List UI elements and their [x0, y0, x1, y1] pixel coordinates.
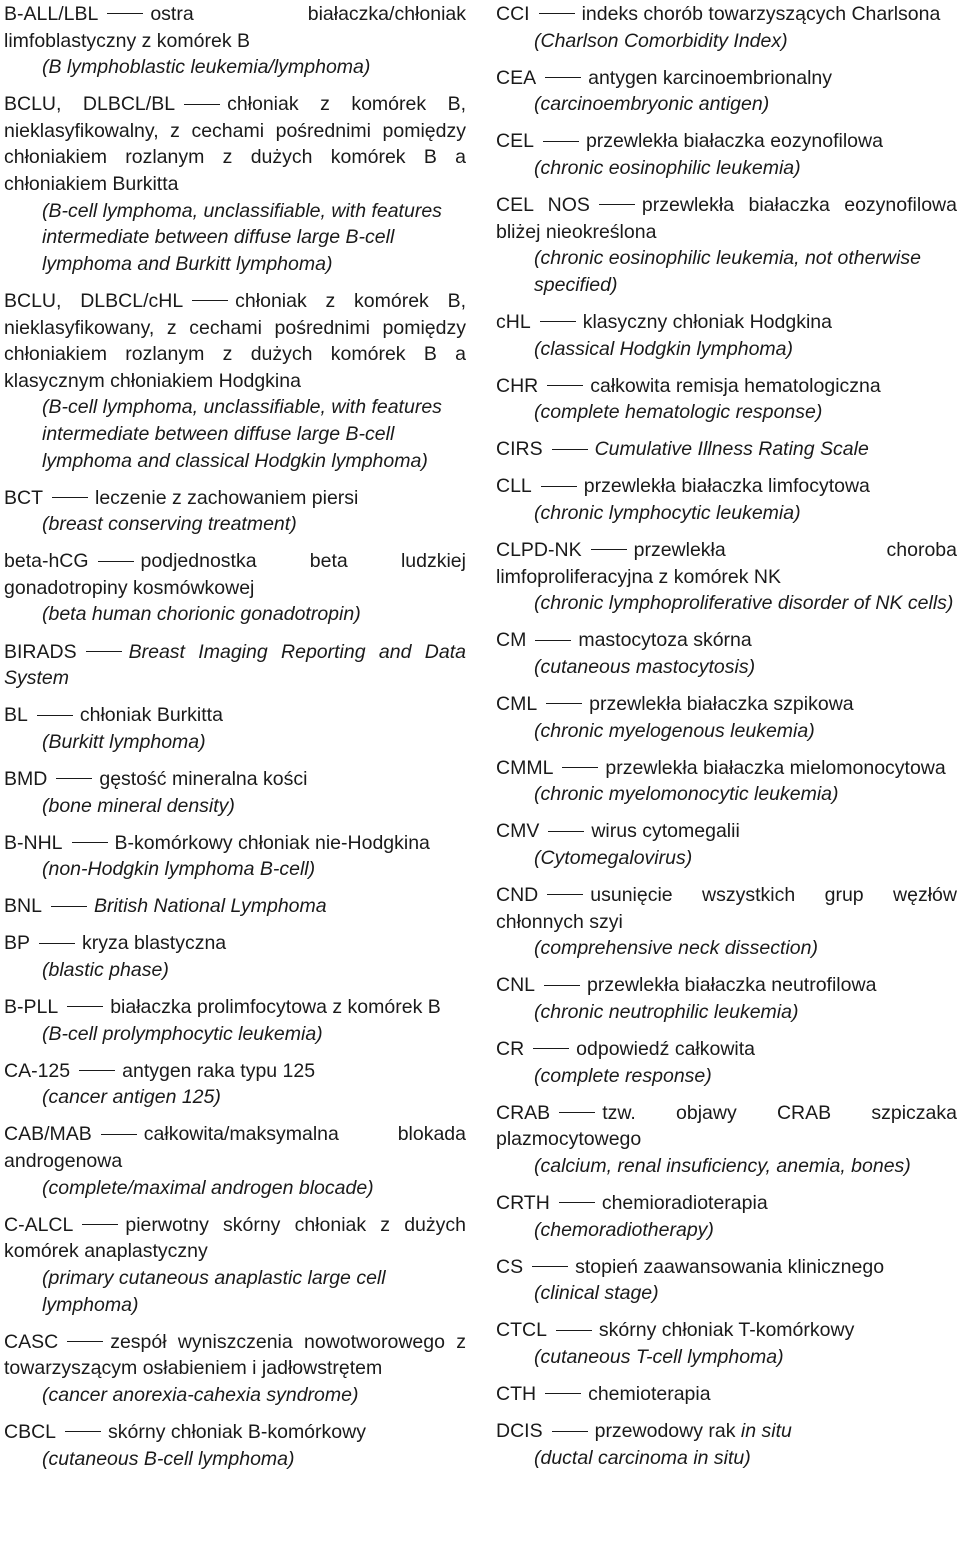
glossary-entry — [496, 755, 957, 808]
entry-line — [4, 702, 466, 729]
polish-definition: przewlekła białaczka neutrofilowa — [587, 974, 877, 997]
english-term: (chronic myelomonocytic leukemia) — [534, 783, 839, 806]
polish-definition: przewlekła białaczka szpikowa — [589, 693, 854, 716]
glossary-entry — [4, 288, 466, 474]
glossary-entry — [4, 766, 466, 819]
em-dash-separator — [67, 1006, 103, 1007]
english-term: (cutaneous mastocytosis) — [534, 655, 756, 678]
polish-definition: białaczka prolimfocytowa z komórek B — [110, 996, 441, 1019]
entry-line — [4, 1212, 466, 1265]
polish-definition: klasyczny chłoniak Hodgkina — [582, 310, 832, 333]
entry-line — [4, 288, 466, 394]
em-dash-separator — [51, 906, 87, 907]
english-term: (blastic phase) — [42, 959, 169, 981]
english-term: (complete/maximal androgen blocade) — [42, 1176, 374, 1199]
glossary-entry — [496, 627, 957, 680]
em-dash-separator — [107, 13, 143, 14]
entry-line — [4, 893, 466, 920]
em-dash-separator — [535, 640, 571, 641]
em-dash-separator — [548, 831, 584, 832]
polish-definition: podjednostka beta ludzkiej gonadotropiny kosmówkowej — [4, 550, 466, 599]
entry-line — [4, 1419, 466, 1446]
entry-line — [4, 766, 466, 793]
entry-line — [496, 309, 957, 336]
entry-line — [4, 91, 466, 197]
abbreviation: CHR — [496, 374, 539, 397]
english-term: (chemoradiotherapy) — [534, 1218, 714, 1241]
polish-definition: tzw. objawy CRAB szpiczaka plazmocytowego — [496, 1101, 957, 1151]
glossary-entry — [4, 485, 466, 538]
english-term: (non-Hodgkin lymphoma B-cell) — [42, 858, 316, 881]
polish-definition: wirus cytomegalii — [591, 820, 740, 843]
glossary-entry — [496, 128, 957, 181]
em-dash-separator — [544, 985, 580, 986]
english-term: (bone mineral density) — [42, 794, 235, 817]
polish-definition: całkowita remisja hematologiczna — [590, 374, 881, 397]
english-term: (B-cell prolymphocytic leukemia) — [42, 1022, 323, 1045]
abbreviation: BMD — [4, 767, 48, 790]
entry-line — [496, 1100, 957, 1153]
entry-line — [4, 994, 466, 1021]
glossary-entry — [496, 691, 957, 744]
polish-definition: przewlekła choroba limfoproliferacyjna z komórek NK — [496, 539, 957, 588]
english-term: (chronic neutrophilic leukemia) — [534, 1001, 799, 1023]
english-term: (classical Hodgkin lymphoma) — [534, 337, 794, 360]
english-term: (B lymphoblastic leukemia/lymphoma) — [42, 56, 371, 79]
em-dash-separator — [56, 778, 92, 779]
english-term: (calcium, renal insuficiency, anemia, bones) — [534, 1154, 911, 1177]
em-dash-separator — [543, 141, 579, 142]
english-term: (clinical stage) — [534, 1282, 659, 1305]
glossary-entry — [4, 548, 466, 628]
em-dash-separator — [545, 77, 581, 78]
em-dash-separator — [552, 449, 588, 450]
english-term: (B-cell lymphoma, unclassifiable, with features intermediate between diffuse large B-cell lymphoma and Burkitt lymphoma) — [42, 199, 442, 275]
abbreviation: CTCL — [496, 1319, 547, 1342]
em-dash-separator — [67, 1341, 103, 1342]
entry-line — [496, 972, 957, 999]
polish-definition: całkowita/maksymalna blokada androgenowa — [4, 1123, 466, 1173]
em-dash-separator — [39, 943, 75, 944]
abbreviation: C-ALCL — [4, 1213, 74, 1236]
em-dash-separator — [101, 1134, 137, 1135]
glossary-entry — [496, 1418, 957, 1471]
english-term: (primary cutaneous anaplastic large cell lymphoma) — [42, 1266, 386, 1316]
entry-line — [496, 1036, 957, 1063]
entry-line — [496, 473, 957, 500]
em-dash-separator — [37, 715, 73, 716]
entry-line — [4, 930, 466, 957]
em-dash-separator — [184, 104, 220, 105]
abbreviation: CML — [496, 693, 538, 716]
entry-line — [4, 1058, 466, 1085]
abbreviation: CASC — [4, 1330, 59, 1353]
polish-definition: skórny chłoniak T-komórkowy — [598, 1319, 855, 1342]
english-term: (chronic lymphocytic leukemia) — [534, 502, 801, 524]
em-dash-separator — [552, 1431, 588, 1432]
glossary-entry — [496, 1100, 957, 1180]
entry-line — [4, 830, 466, 857]
entry-line — [496, 1254, 957, 1281]
em-dash-separator — [79, 1070, 115, 1071]
polish-definition: przewlekła białaczka eozynofilowa bliżej nieokreślona — [496, 194, 957, 243]
entry-line — [496, 1, 957, 28]
abbreviation: beta-hCG — [4, 550, 89, 573]
abbreviation: CR — [496, 1038, 525, 1061]
polish-definition: gęstość mineralna kości — [99, 767, 308, 790]
glossary-entry — [4, 1058, 466, 1111]
entry-line — [496, 1190, 957, 1217]
entry-line — [4, 1329, 466, 1382]
abbreviation: CEL — [496, 130, 534, 153]
abbreviation: CLL — [496, 475, 532, 498]
polish-definition: indeks chorób towarzyszących Charlsona — [581, 3, 941, 25]
entry-line — [496, 65, 957, 92]
em-dash-separator — [547, 894, 583, 895]
em-dash-separator — [559, 1202, 595, 1203]
entry-line — [4, 485, 466, 512]
glossary-entry — [4, 893, 466, 920]
entry-line — [496, 882, 957, 935]
polish-definition: antygen karcinoembrionalny — [588, 66, 833, 89]
glossary-entry — [4, 91, 466, 277]
em-dash-separator — [82, 1224, 118, 1225]
glossary-entry — [496, 192, 957, 298]
english-term: (complete response) — [534, 1064, 712, 1087]
english-term: (complete hematologic response) — [534, 401, 823, 424]
em-dash-separator — [545, 1393, 581, 1394]
polish-definition: przewlekła białaczka limfocytowa — [583, 475, 870, 498]
polish-definition: chłoniak z komórek B, nieklasyfikowalny, z cechami pośrednimi pomiędzy chłoniakiem rozlanym z dużych komórek B a chłoniakiem Burkitta — [4, 93, 467, 196]
em-dash-separator — [192, 300, 228, 301]
abbreviation: CIRS — [496, 438, 543, 461]
entry-line — [496, 691, 957, 718]
em-dash-separator — [72, 842, 108, 843]
english-term: (cutaneous T-cell lymphoma) — [534, 1346, 784, 1369]
polish-definition: przewlekła białaczka mielomonocytowa — [605, 756, 946, 779]
abbreviation: BIRADS — [4, 640, 77, 663]
abbreviation: BCT — [4, 486, 43, 509]
glossary-entry — [496, 309, 957, 362]
abbreviation: BCLU, DLBCL/cHL — [4, 289, 184, 312]
glossary-entry — [496, 972, 957, 1025]
glossary-entry — [496, 1317, 957, 1370]
glossary-entry — [4, 1212, 466, 1318]
english-term: (cancer anorexia-cahexia syndrome) — [42, 1383, 359, 1406]
glossary-entry — [496, 818, 957, 871]
polish-definition: skórny chłoniak B-komórkowy — [108, 1420, 366, 1443]
abbreviation: B-PLL — [4, 996, 59, 1019]
english-term: (Charlson Comorbidity Index) — [534, 29, 788, 52]
polish-definition: British National Lymphoma — [93, 895, 327, 918]
glossary-entry — [4, 1329, 466, 1409]
glossary-entry — [496, 1, 957, 54]
glossary-entry — [496, 537, 957, 617]
glossary-entry — [496, 1381, 957, 1408]
polish-definition: chłoniak Burkitta — [79, 704, 223, 727]
em-dash-separator — [562, 767, 598, 768]
entry-line — [496, 755, 957, 782]
abbreviation: B-NHL — [4, 831, 63, 854]
entry-line — [496, 128, 957, 155]
abbreviation: CND — [496, 884, 539, 907]
polish-definition: kryza blastyczna — [82, 932, 227, 955]
abbreviation: BNL — [4, 895, 42, 918]
glossary-entry — [496, 882, 957, 962]
entry-line — [496, 373, 957, 400]
english-term: (beta human chorionic gonadotropin) — [42, 603, 361, 626]
entry-line — [496, 436, 957, 463]
english-term: (chronic eosinophilic leukemia, not otherwise specified) — [534, 247, 921, 296]
english-term: (Burkitt lymphoma) — [42, 730, 206, 753]
polish-definition: przewlekła białaczka eozynofilowa — [585, 130, 883, 153]
abbreviation: BCLU, DLBCL/BL — [4, 93, 176, 116]
em-dash-separator — [65, 1431, 101, 1432]
em-dash-separator — [541, 486, 577, 487]
polish-definition: stopień zaawansowania klinicznego — [575, 1255, 885, 1278]
em-dash-separator — [52, 497, 88, 498]
english-term: (chronic eosinophilic leukemia) — [534, 156, 801, 179]
em-dash-separator — [599, 204, 635, 205]
entry-line — [496, 818, 957, 845]
entry-line — [496, 1381, 957, 1408]
polish-definition: usunięcie wszystkich grup węzłów chłonnych szyi — [496, 884, 957, 933]
abbreviation: BP — [4, 932, 31, 955]
polish-definition: B-komórkowy chłoniak nie-Hodgkina — [114, 831, 430, 854]
glossary-entry — [4, 1121, 466, 1201]
entry-line — [4, 1, 466, 54]
abbreviation: DCIS — [496, 1420, 543, 1443]
polish-definition: pierwotny skórny chłoniak z dużych komórek anaplastyczny — [4, 1213, 466, 1263]
glossary-entry — [496, 373, 957, 426]
abbreviation: CAB/MAB — [4, 1123, 92, 1146]
em-dash-separator — [532, 1266, 568, 1267]
entry-line — [4, 1121, 466, 1174]
abbreviation: CS — [496, 1255, 524, 1278]
em-dash-separator — [539, 13, 575, 14]
polish-definition: antygen raka typu 125 — [122, 1059, 316, 1082]
em-dash-separator — [556, 1330, 592, 1331]
abbreviation: CEA — [496, 66, 537, 89]
abbreviation: CRAB — [496, 1101, 551, 1124]
abbreviation: CCI — [496, 3, 530, 25]
english-term: (B-cell lymphoma, unclassifiable, with features intermediate between diffuse large B-cell lymphoma and classical Hodgkin lymphoma) — [42, 396, 442, 472]
abbreviation: CNL — [496, 974, 536, 997]
em-dash-separator — [559, 1112, 595, 1113]
english-term: (breast conserving treatment) — [42, 513, 297, 536]
glossary-entry — [4, 639, 466, 692]
english-term: (carcinoembryonic antigen) — [534, 93, 770, 116]
glossary-entry — [4, 1, 466, 81]
polish-definition: chłoniak z komórek B, nieklasyfikowany, z cechami pośrednimi pomiędzy chłoniakiem rozlanym z dużych komórek B a klasycznym chłoniakiem Hodgkina — [4, 289, 466, 392]
abbreviation: BL — [4, 704, 28, 727]
glossary-column-left — [4, 1, 466, 1483]
abbreviation: CEL NOS — [496, 194, 590, 217]
em-dash-separator — [540, 321, 576, 322]
entry-line — [496, 1317, 957, 1344]
abbreviation: B-ALL/LBL — [4, 3, 99, 25]
em-dash-separator — [591, 549, 627, 550]
glossary-entry — [4, 1419, 466, 1472]
polish-definition: ostra białaczka/chłoniak limfoblastyczny z komórek B — [4, 3, 466, 52]
polish-definition: chemioterapia — [588, 1383, 711, 1406]
english-term: (ductal carcinoma in situ) — [534, 1446, 751, 1469]
glossary-entry — [4, 930, 466, 983]
abbreviation: CM — [496, 629, 527, 652]
english-term: (cancer antigen 125) — [42, 1086, 221, 1109]
glossary-entry — [496, 1190, 957, 1243]
em-dash-separator — [546, 703, 582, 704]
polish-definition: zespół wyniszczenia nowotworowego z towarzyszącym osłabieniem i jadłowstrętem — [4, 1330, 466, 1380]
glossary-entry — [496, 436, 957, 463]
entry-line — [4, 639, 466, 692]
polish-definition: mastocytoza skórna — [578, 629, 752, 652]
em-dash-separator — [98, 561, 134, 562]
entry-line — [496, 627, 957, 654]
em-dash-separator — [533, 1048, 569, 1049]
glossary-column-right — [496, 1, 957, 1482]
abbreviation: CMML — [496, 756, 554, 779]
entry-line — [496, 537, 957, 590]
glossary-entry — [496, 1036, 957, 1089]
glossary-entry — [4, 702, 466, 755]
entry-line — [496, 1418, 957, 1445]
glossary-entry — [496, 65, 957, 118]
em-dash-separator — [547, 385, 583, 386]
polish-definition: odpowiedź całkowita — [576, 1038, 756, 1061]
english-term: (chronic lymphoproliferative disorder of NK cells) — [534, 592, 954, 615]
glossary-entry — [4, 994, 466, 1047]
abbreviation: CLPD-NK — [496, 539, 582, 562]
polish-definition: chemioradioterapia — [601, 1192, 768, 1215]
glossary-entry — [496, 1254, 957, 1307]
entry-line — [496, 192, 957, 245]
abbreviation: CRTH — [496, 1192, 550, 1215]
polish-definition: Breast Imaging Reporting and Data System — [4, 640, 466, 690]
polish-definition: Cumulative Illness Rating Scale — [594, 438, 869, 461]
english-term: (chronic myelogenous leukemia) — [534, 719, 815, 742]
abbreviation: CBCL — [4, 1420, 57, 1443]
english-term: (Cytomegalovirus) — [534, 847, 693, 870]
glossary-entry — [4, 830, 466, 883]
polish-definition: leczenie z zachowaniem piersi — [95, 486, 359, 509]
glossary-entry — [496, 473, 957, 526]
english-term: (cutaneous B-cell lymphoma) — [42, 1447, 295, 1470]
abbreviation: CMV — [496, 820, 540, 843]
abbreviation: CA-125 — [4, 1059, 71, 1082]
entry-line — [4, 548, 466, 601]
english-term: (comprehensive neck dissection) — [534, 937, 818, 960]
abbreviation: cHL — [496, 310, 531, 333]
polish-definition: przewodowy rak in situ — [594, 1420, 792, 1443]
abbreviation: CTH — [496, 1383, 537, 1406]
em-dash-separator — [86, 651, 122, 652]
